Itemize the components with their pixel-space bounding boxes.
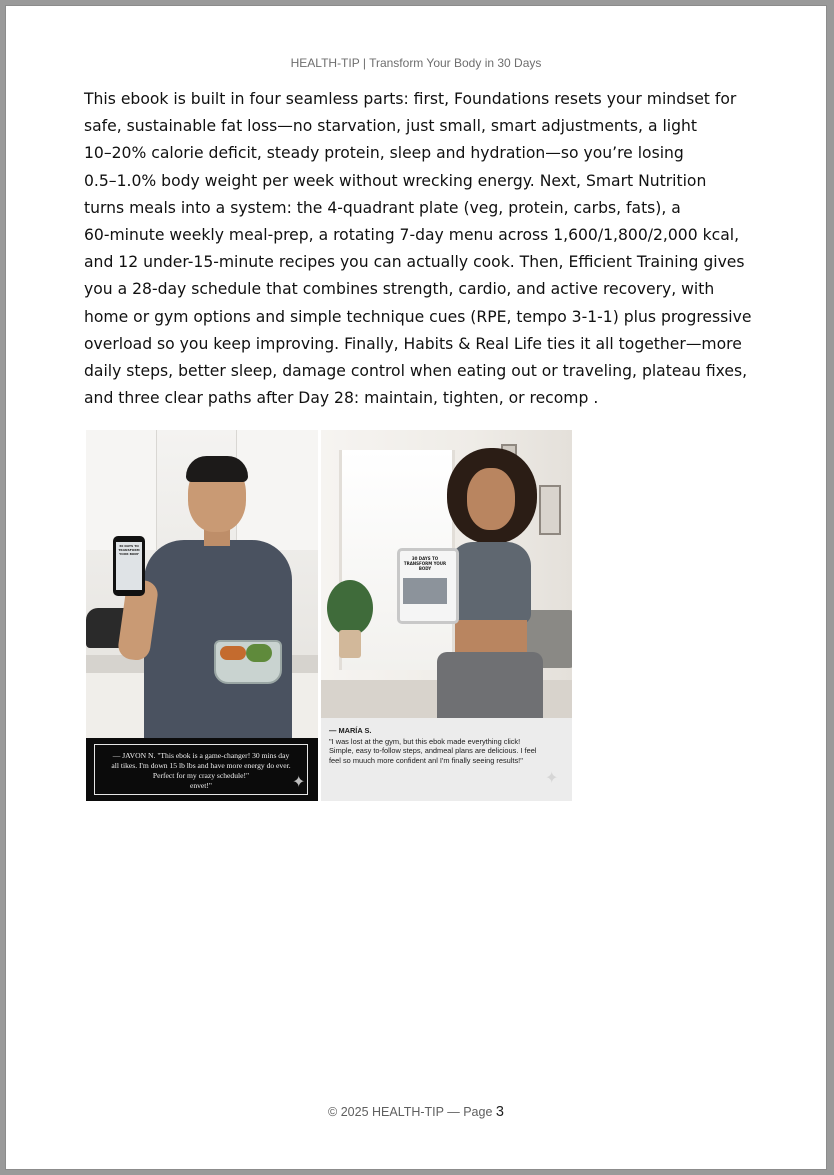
- plant-pot: [339, 630, 361, 658]
- body-line: and three clear paths after Day 28: maintain, tighten, or recomp .: [84, 389, 599, 408]
- caption-line: Perfect for my crazy schedule!": [152, 771, 250, 780]
- caption-line: "I was lost at the gym, but this ebok made everything click!: [329, 736, 521, 746]
- page-footer: [6, 1104, 826, 1120]
- body-line: 0.5–1.0% body weight per week without wrecking energy. Next, Smart Nutrition: [84, 171, 707, 190]
- plant: [327, 580, 373, 636]
- body-line: turns meals into a system: the 4-quadrant plate (veg, protein, carbs, fats), a: [84, 198, 681, 217]
- document-page: [6, 6, 826, 1169]
- caption-line: envet!": [189, 781, 213, 790]
- caption-frame: [94, 744, 308, 795]
- woman-midriff: [455, 620, 527, 654]
- kitchen-cabinet: [86, 430, 157, 550]
- testimonial-caption-javon: [86, 738, 318, 801]
- man-hair: [186, 456, 248, 482]
- page-number: 3: [495, 1104, 504, 1120]
- tablet-cover-image: [403, 578, 447, 604]
- testimonial-caption-maria: [321, 718, 572, 801]
- woman-top: [449, 542, 531, 624]
- meal-food: [246, 644, 272, 662]
- tablet-ebook-title: 30 DAYS TO TRANSFORM YOUR BODY: [403, 556, 447, 571]
- body-line: and 12 under-15-minute recipes you can actually cook. Then, Efficient Training gives: [84, 253, 745, 272]
- testimonial-photo-javon: [86, 430, 318, 801]
- body-line: overload so you keep improving. Finally, Habits & Real Life ties it all together—more: [84, 334, 742, 353]
- phone-ebook-title: 30 DAYS TO TRANSFORM YOUR BODY: [118, 544, 140, 556]
- phone-screen: [116, 542, 142, 590]
- body-line: home or gym options and simple technique cues (RPE, tempo 3-1-1) plus progressive: [84, 307, 752, 326]
- woman-face: [467, 468, 515, 530]
- kitchen-cabinet: [236, 430, 318, 550]
- caption-line: feel so muuch more confident anl I'm finally seeing results!": [329, 755, 523, 765]
- footer-copyright: © 2025 HEALTH-TIP — Page: [328, 1105, 493, 1119]
- testimonial-name: — MARÍA S.: [329, 726, 372, 735]
- body-line: 60-minute weekly meal-prep, a rotating 7-day menu across 1,600/1,800/2,000 kcal,: [84, 226, 740, 245]
- meal-food: [220, 646, 246, 660]
- body-line: you a 28-day schedule that combines strength, cardio, and active recovery, with: [84, 280, 715, 299]
- sparkle-icon: ✦: [545, 770, 559, 787]
- caption-line: all tikes. I'm down 15 lb lbs and have more energy do ever.: [111, 761, 291, 770]
- caption-line: Simple, easy to-follow steps, andmeal plans are delicious. I feel: [329, 746, 537, 756]
- sparkle-icon: ✦: [292, 772, 306, 791]
- testimonial-photo-maria: [321, 430, 572, 801]
- body-paragraph: [84, 86, 756, 412]
- wall-frame: [539, 485, 561, 535]
- caption-line: — JAVON N. "This ebok is a game-changer! 30 mins day: [112, 751, 290, 760]
- body-line: daily steps, better sleep, damage control when eating out or traveling, plateau fixes,: [84, 362, 748, 381]
- body-line: safe, sustainable fat loss—no starvation, just small, smart adjustments, a light: [84, 117, 698, 136]
- page-header: HEALTH-TIP | Transform Your Body in 30 Days: [290, 56, 542, 70]
- body-line: This ebook is built in four seamless parts: first, Foundations resets your mindset for: [84, 90, 737, 108]
- woman-leggings: [437, 652, 543, 722]
- body-line: 10–20% calorie deficit, steady protein, sleep and hydration—so you’re losing: [84, 144, 684, 163]
